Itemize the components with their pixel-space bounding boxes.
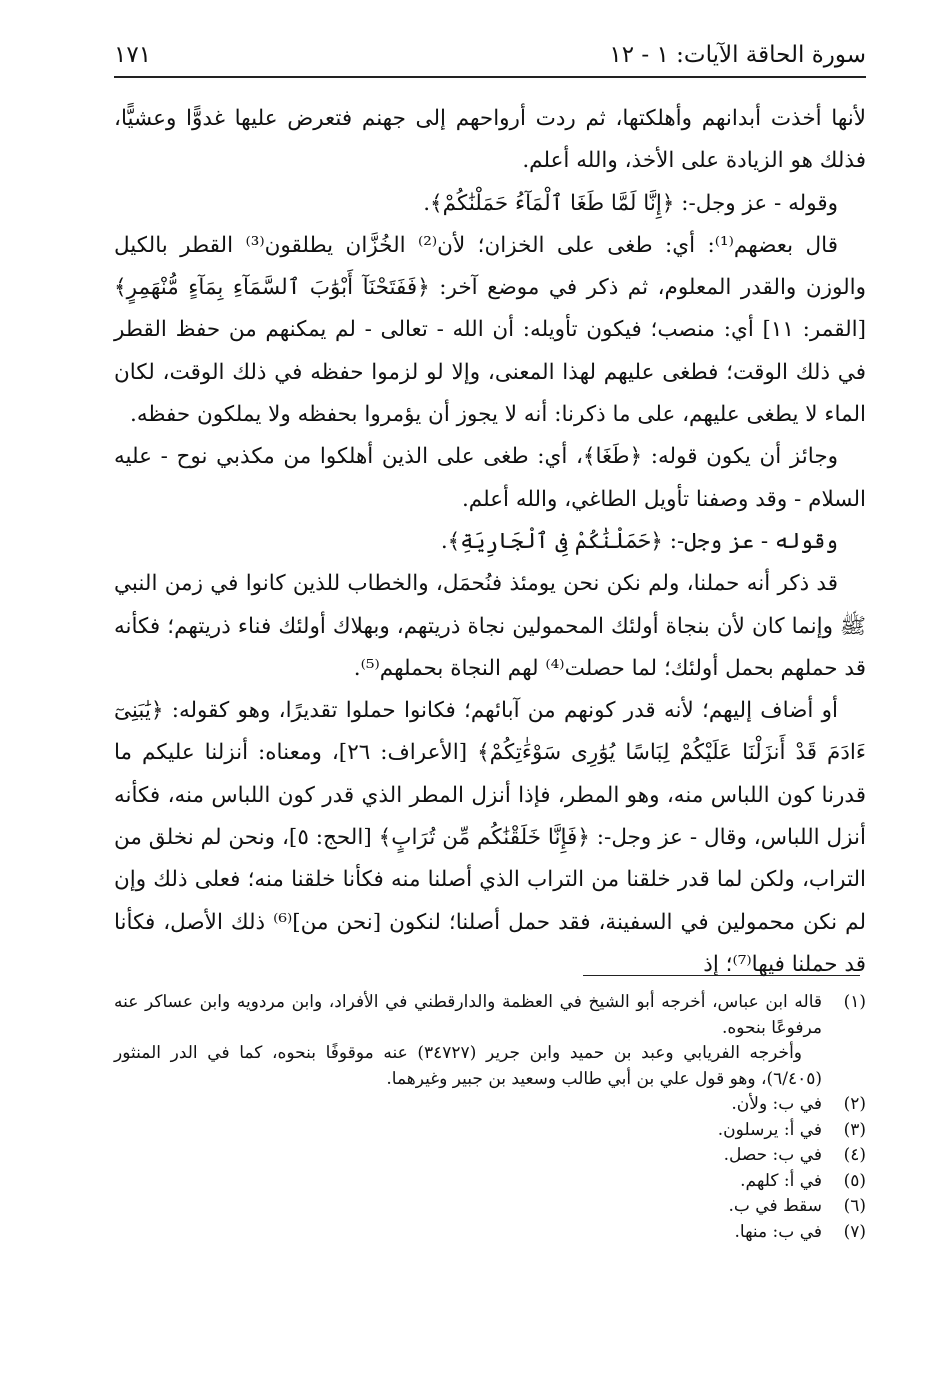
page-number: ١٧١: [114, 42, 152, 68]
footnote-text: سقط في ب.: [728, 1196, 822, 1216]
paragraph: وجائز أن يكون قوله: ﴿طَغَا﴾، أي: طغى على الذين أهلكوا من مكذبي نوح - عليه السلام - وقد وصفنا تأويل الطاغي، والله أعلم.: [114, 444, 866, 512]
footnote-continuation: وأخرجه الفريابي وعبد بن حميد وابن جرير (٣٤٧٢٧) عنه موقوفًا بنحوه، كما في الدر المنثور (٦/٤٠٥)، وهو قول علي بن أبي طالب وسعيد بن جبير وغيرهما.: [114, 1043, 822, 1089]
paragraph: لأنها أخذت أبدانهم وأهلكتها، ثم ردت أرواحهم إلى جهنم فتعرض عليها غدوًّا وعشيًّا، فذلك هو الزيادة على الأخذ، والله أعلم.: [114, 106, 866, 174]
surah-title: سورة الحاقة الآيات: ١ - ١٢: [609, 42, 866, 68]
footnote-number: (٦): [843, 1196, 866, 1216]
footnote-number: (٣): [843, 1119, 866, 1140]
footnote-number: (٤): [843, 1145, 866, 1165]
paragraph: وقوله - عز وجل-: ﴿إِنَّا لَمَّا طَغَا ٱلْمَآءُ حَمَلْنَٰكُمْ﴾.: [423, 190, 838, 216]
paragraph: قال بعضهم⁽¹⁾: أي: طغى على الخزان؛ لأن⁽²⁾ الخُزَّان يطلقون⁽³⁾ القطر بالكيل والوزن والقدر المعلوم، ثم ذكر في موضع آخر: ﴿فَفَتَحْنَآ أَبْوَٰبَ ٱلسَّمَآءِ بِمَآءٍ مُّنْهَمِرٍ﴾ [القمر: ١١] أي: منصب؛ فيكون تأويله: أن الله - تعالى - لم يمكنهم من حفظ القطر في ذلك الوقت؛ فطغى عليهم لهذا المعنى، وإلا لو لزموا حفظه في ذلك الوقت، لكان الماء لا يطغى عليهم، على ما ذكرنا: أنه لا يجوز أن يؤمروا بحفظه ولا يملكون حفظه.: [114, 232, 866, 428]
footnote-number: (٥): [843, 1170, 866, 1191]
footnote: [114, 1194, 866, 1220]
footnote-text: قاله ابن عباس، أخرجه أبو الشيخ في العظمة والدارقطني في الأفراد، وابن مردويه وابن عساكر عنه مرفوعًا بنحوه.: [114, 992, 822, 1038]
footnote-separator: [583, 975, 860, 976]
footnote: [114, 1118, 866, 1144]
paragraph: وقوله - عز وجل-: ﴿حَمَلْنَٰكُمْ فِى ٱلْجَارِيَةِ﴾.: [440, 528, 838, 554]
footnote: [114, 1092, 866, 1118]
footnote-number: (٢): [843, 1094, 866, 1114]
paragraph: أو أضاف إليهم؛ لأنه قدر كونهم من آبائهم؛ فكانوا حملوا تقديرًا، وهو كقوله: ﴿يَٰبَنِىٓ ءَادَمَ قَدْ أَنزَلْنَا عَلَيْكُمْ لِبَاسًا يُوَٰرِى سَوْءَٰتِكُمْ﴾ [الأعراف: ٢٦]، ومعناه: أنزلنا عليكم ما قدرنا كون اللباس منه، وهو المطر، فإذا أنزل المطر الذي قدر كون اللباس منه، فكأنه أنزل اللباس، وقال - عز وجل-: ﴿فَإِنَّا خَلَقْنَٰكُم مِّن تُرَابٍ﴾ [الحج: ٥]، ونحن لم نخلق من التراب، ولكن لما قدر خلقنا من التراب الذي أصلنا منه فكأنا خلقنا منه؛ فعلى ذلك وإن لم نكن محمولين في السفينة، فقد حمل أصلنا؛ لنكون [نحن من]⁽⁶⁾ ذلك الأصل، فكأنا قد حملنا فيها⁽⁷⁾؛ إذ: [114, 698, 866, 977]
running-header: [114, 36, 866, 78]
footnote: [114, 1143, 866, 1169]
footnote: [114, 1169, 866, 1195]
footnote-text: في ب: ولأن.: [731, 1094, 822, 1114]
footnote: [114, 1220, 866, 1246]
footnote: [114, 990, 866, 1041]
main-text: [114, 98, 866, 986]
footnotes: [114, 990, 866, 1245]
footnote-text: في أ: كلهم.: [740, 1170, 822, 1191]
footnote-number: (١): [843, 992, 866, 1012]
footnote-number: (٧): [843, 1221, 866, 1242]
footnote-text: في ب: حصل.: [723, 1145, 822, 1165]
footnote-text: في أ: يرسلون.: [717, 1119, 822, 1140]
footnote-text: في ب: منها.: [734, 1221, 822, 1242]
paragraph: قد ذكر أنه حملنا، ولم نكن نحن يومئذ فنُحمَل، والخطاب للذين كانوا في زمن النبي ﷺ وإنما كان لأن بنجاة أولئك المحمولين نجاة ذريتهم، وبهلاك أولئك فناء ذريتهم؛ فكأنه قد حملهم بحمل أولئك؛ لما حصلت⁽⁴⁾ لهم النجاة بحملهم⁽⁵⁾.: [114, 571, 866, 681]
